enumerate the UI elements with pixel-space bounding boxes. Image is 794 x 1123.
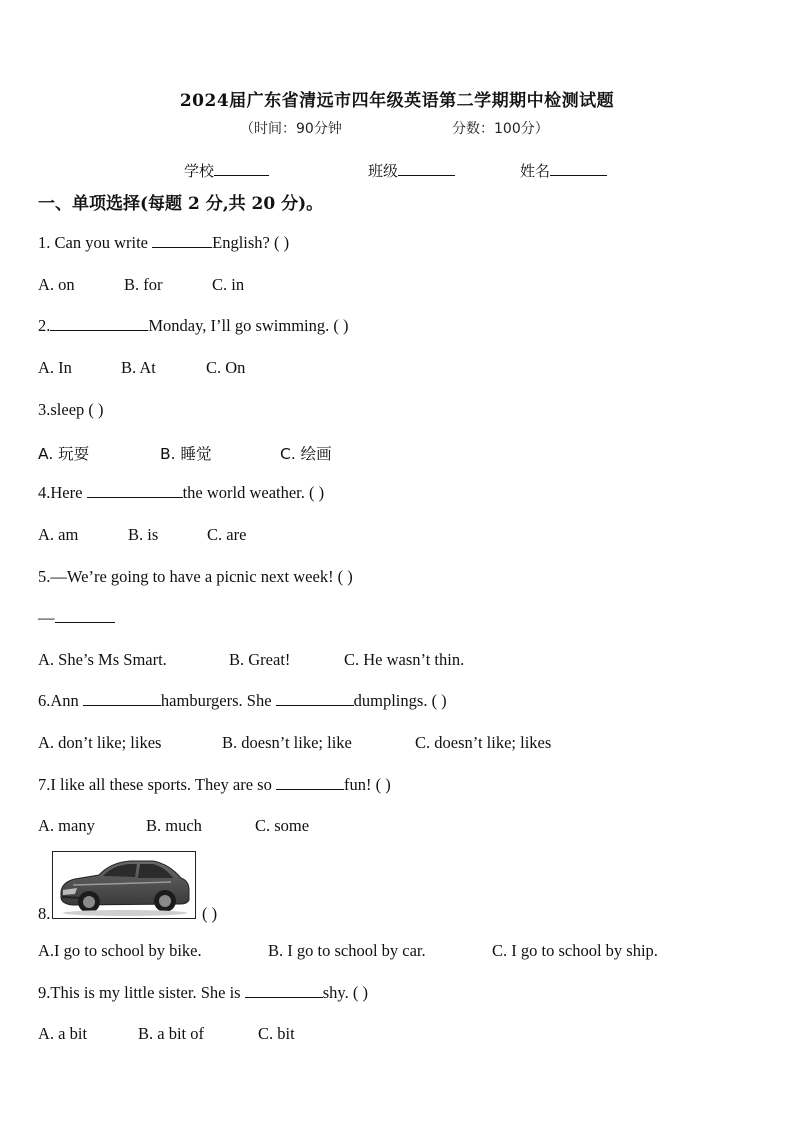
option-c[interactable]: C. 绘画 — [280, 445, 332, 463]
answer-blank[interactable] — [245, 983, 323, 998]
question-text: 1. Can you write — [38, 233, 153, 252]
question-5: 5.—We’re going to have a picnic next week! ( ) — [38, 567, 353, 586]
school-field — [184, 160, 269, 181]
question-7 — [38, 775, 391, 795]
option-c[interactable]: C. I go to school by ship. — [492, 941, 658, 960]
dash: — — [38, 608, 55, 627]
question-text: 4.Here — [38, 483, 87, 502]
exam-score: 分数：100分） — [452, 121, 549, 137]
exam-time: （时间：90分钟 — [240, 121, 342, 137]
answer-blank[interactable] — [276, 691, 354, 706]
option-b[interactable]: B. Great! — [229, 650, 291, 669]
answer-blank[interactable] — [83, 691, 161, 706]
question-text: 9.This is my little sister. She is — [38, 983, 245, 1002]
question-8-number: 8. — [38, 904, 51, 923]
class-blank[interactable] — [398, 161, 455, 176]
option-b[interactable]: B. much — [146, 816, 202, 835]
option-a[interactable]: A. 玩耍 — [38, 445, 90, 463]
question-8-paren: ( ) — [202, 904, 218, 923]
option-b[interactable]: B. is — [128, 525, 159, 544]
question-text: Monday, I’ll go swimming. ( ) — [148, 316, 349, 335]
option-b[interactable]: B. a bit of — [138, 1024, 204, 1043]
name-field — [520, 160, 607, 181]
question-3: 3.sleep ( ) — [38, 400, 104, 419]
option-b[interactable]: B. 睡觉 — [160, 445, 212, 463]
question-text: dumplings. ( ) — [353, 691, 447, 710]
class-label: 班级 — [368, 162, 399, 180]
question-text: English? ( ) — [212, 233, 290, 252]
option-b[interactable]: B. At — [121, 358, 156, 377]
answer-blank[interactable] — [276, 775, 344, 790]
question-text: 2. — [38, 316, 51, 335]
option-c[interactable]: C. doesn’t like; likes — [415, 733, 552, 752]
section-heading: 一、单项选择(每题 2 分,共 20 分)。 — [38, 194, 324, 214]
question-6 — [38, 691, 447, 711]
question-text: 7.I like all these sports. They are so — [38, 775, 276, 794]
option-a[interactable]: A. am — [38, 525, 79, 544]
option-c[interactable]: C. On — [206, 358, 246, 377]
option-c[interactable]: C. are — [207, 525, 247, 544]
car-picture — [52, 851, 196, 919]
name-label: 姓名 — [520, 162, 551, 180]
answer-line — [38, 608, 115, 628]
school-blank[interactable] — [214, 161, 269, 176]
name-blank[interactable] — [550, 161, 607, 176]
question-text: 6.Ann — [38, 691, 83, 710]
question-text: hamburgers. She — [160, 691, 276, 710]
answer-blank[interactable] — [55, 608, 115, 623]
page-title: 2024届广东省清远市四年级英语第二学期期中检测试题 — [179, 91, 615, 111]
option-a[interactable]: A.I go to school by bike. — [38, 941, 202, 960]
question-text: shy. ( ) — [322, 983, 368, 1002]
option-a[interactable]: A. don’t like; likes — [38, 733, 162, 752]
question-9 — [38, 983, 368, 1003]
option-b[interactable]: B. I go to school by car. — [268, 941, 426, 960]
option-a[interactable]: A. a bit — [38, 1024, 88, 1043]
car-icon — [53, 852, 195, 918]
question-2 — [38, 316, 349, 336]
question-1 — [38, 233, 289, 253]
question-4 — [38, 483, 324, 503]
option-c[interactable]: C. bit — [258, 1024, 295, 1043]
option-a[interactable]: A. She’s Ms Smart. — [38, 650, 167, 669]
option-a[interactable]: A. In — [38, 358, 72, 377]
answer-blank[interactable] — [152, 233, 212, 248]
option-c[interactable]: C. some — [255, 816, 310, 835]
class-field — [368, 160, 455, 181]
option-a[interactable]: A. many — [38, 816, 95, 835]
option-a[interactable]: A. on — [38, 275, 75, 294]
question-text: the world weather. ( ) — [182, 483, 325, 502]
option-b[interactable]: B. doesn’t like; like — [222, 733, 352, 752]
option-c[interactable]: C. He wasn’t thin. — [344, 650, 465, 669]
question-text: fun! ( ) — [343, 775, 391, 794]
school-label: 学校 — [184, 162, 215, 180]
answer-blank[interactable] — [87, 483, 183, 498]
answer-blank[interactable] — [50, 316, 148, 331]
option-b[interactable]: B. for — [124, 275, 163, 294]
option-c[interactable]: C. in — [212, 275, 245, 294]
